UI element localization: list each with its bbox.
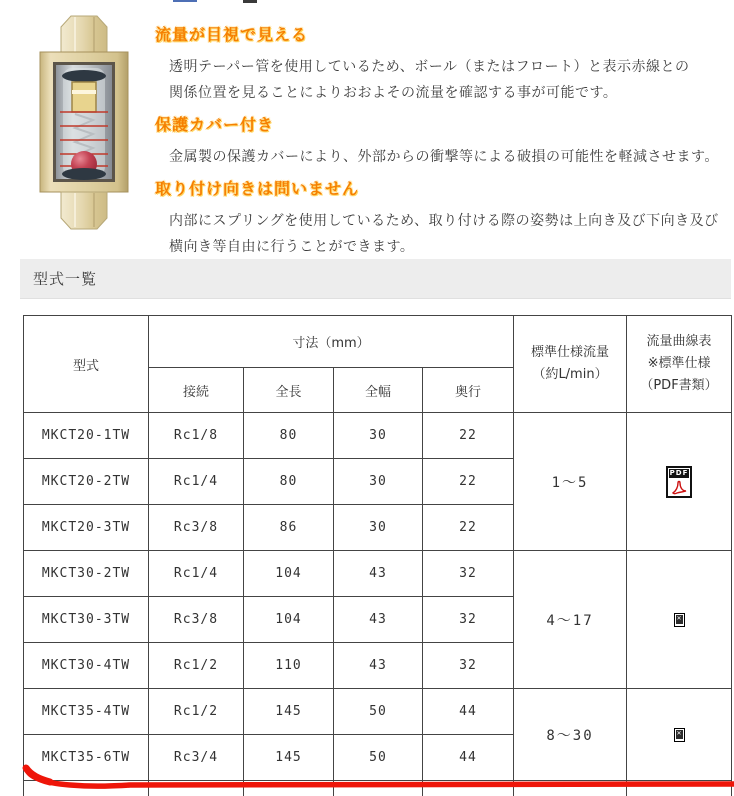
cell-flow-range: 8～30 (514, 689, 627, 781)
cell-width: 30 (334, 459, 423, 505)
cell-depth: 22 (423, 459, 514, 505)
model-spec-table (23, 315, 732, 796)
cell-connection: Rc1/4 (149, 459, 244, 505)
cell-model: MKCT20-1TW (24, 413, 149, 459)
cell-flow-range: 4～17 (514, 551, 627, 689)
pdf-icon-swirl (670, 479, 688, 496)
broken-image-icon[interactable]: ✕ (674, 728, 685, 742)
cell-width: 30 (334, 505, 423, 551)
cell-flow-curve (627, 689, 732, 781)
col-header-length: 全長 (244, 368, 334, 413)
cell-model: MKCT30-4TW (24, 643, 149, 689)
cell-depth: 32 (423, 597, 514, 643)
feature-heading: 保護カバー付き (155, 115, 275, 134)
cell-depth: 32 (423, 643, 514, 689)
cell-length: 145 (244, 689, 334, 735)
col-header-model: 型式 (24, 316, 149, 413)
cell-model: MKCT35-6TW (24, 735, 149, 781)
feature-body-line: 関係位置を見ることによりおおよその流量を確認する事が可能です。 (169, 85, 618, 101)
col-header-flow-line2: （約L/min） (532, 367, 608, 382)
broken-image-icon[interactable]: ✕ (674, 613, 685, 627)
table-row (24, 551, 732, 597)
cell-connection: Rc3/8 (149, 505, 244, 551)
col-header-curve-line3: （PDF書類） (640, 378, 718, 393)
feature-body (169, 208, 730, 260)
feature-body (169, 54, 730, 106)
cell-model: MKCT30-3TW (24, 597, 149, 643)
feature-body (169, 144, 730, 170)
cell-depth: 44 (423, 735, 514, 781)
section-header-model-list (20, 259, 731, 299)
cell-connection: Rc1/4 (149, 551, 244, 597)
feature-body-line: 内部にスプリングを使用しているため、取り付ける際の姿勢は上向き及び下向き及び (169, 213, 719, 229)
feature-body-line: 透明テーパー管を使用しているため、ボール（またはフロート）と表示赤線との (169, 59, 690, 75)
cell-depth: 22 (423, 413, 514, 459)
cell-model: MKCT35-4TW (24, 689, 149, 735)
cell-depth: 44 (423, 689, 514, 735)
col-header-curve (627, 316, 732, 413)
col-header-connection: 接続 (149, 368, 244, 413)
col-header-flow (514, 316, 627, 413)
table-row-partial (24, 781, 732, 796)
cell-depth: 32 (423, 551, 514, 597)
cell-connection: Rc3/8 (149, 597, 244, 643)
feature-body-line: 横向き等自由に行うことができます。 (169, 239, 415, 255)
cell-width: 50 (334, 735, 423, 781)
cell-connection: Rc1/8 (149, 413, 244, 459)
cell-length: 80 (244, 413, 334, 459)
col-header-width: 全幅 (334, 368, 423, 413)
cell-model: MKCT20-3TW (24, 505, 149, 551)
flow-meter-illustration (25, 14, 140, 230)
cell-connection: Rc3/4 (149, 735, 244, 781)
feature-list (155, 16, 730, 269)
cell-flow-curve (627, 551, 732, 689)
section-title: 型式一覧 (33, 270, 98, 288)
cell-width: 50 (334, 689, 423, 735)
cell-model: MKCT30-2TW (24, 551, 149, 597)
pdf-document-icon[interactable] (666, 466, 692, 498)
col-header-curve-line2: ※標準仕様 (647, 356, 711, 371)
table-row (24, 689, 732, 735)
cell-connection: Rc1/2 (149, 643, 244, 689)
cell-width: 30 (334, 413, 423, 459)
col-header-flow-line1: 標準仕様流量 (531, 345, 610, 360)
cutoff-text-fragment (243, 0, 257, 3)
product-photo-flow-indicator (25, 14, 140, 230)
cell-length: 86 (244, 505, 334, 551)
feature-heading: 流量が目視で見える (155, 25, 309, 44)
cutoff-text-fragment (173, 0, 197, 2)
col-header-curve-line1: 流量曲線表 (646, 334, 712, 349)
cell-flow-range: 1～5 (514, 413, 627, 551)
cell-depth: 22 (423, 505, 514, 551)
cell-length: 80 (244, 459, 334, 505)
cell-width: 43 (334, 551, 423, 597)
cell-connection: Rc1/2 (149, 689, 244, 735)
pdf-icon-label: PDF (669, 468, 689, 477)
cell-model: MKCT20-2TW (24, 459, 149, 505)
cell-width: 43 (334, 597, 423, 643)
cell-flow-curve (627, 413, 732, 551)
cell-length: 104 (244, 597, 334, 643)
cell-length: 110 (244, 643, 334, 689)
feature-heading: 取り付け向きは問いません (155, 179, 360, 198)
cell-width: 43 (334, 643, 423, 689)
col-header-dimensions: 寸法（mm） (149, 316, 514, 368)
table-row (24, 413, 732, 459)
col-header-depth: 奥行 (423, 368, 514, 413)
cell-length: 145 (244, 735, 334, 781)
feature-body-line: 金属製の保護カバーにより、外部からの衝撃等による破損の可能性を軽減させます。 (169, 149, 719, 165)
cell-length: 104 (244, 551, 334, 597)
